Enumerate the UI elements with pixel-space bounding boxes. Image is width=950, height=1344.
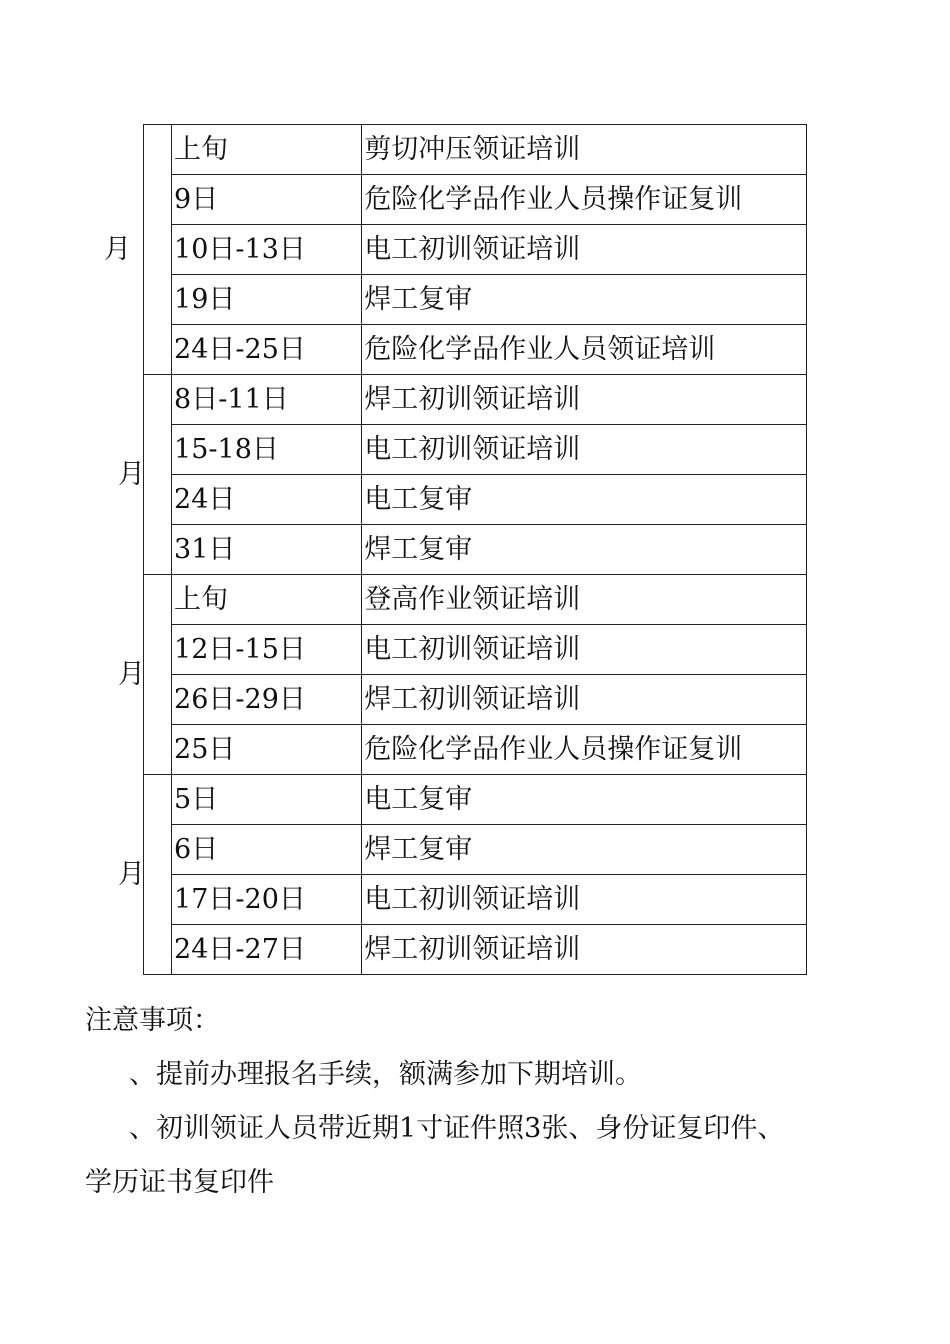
table-row xyxy=(144,425,807,475)
date-cell: 上旬 xyxy=(172,575,362,625)
table-row xyxy=(144,375,807,425)
date-cell: 25日 xyxy=(172,725,362,775)
month-label: 月 xyxy=(104,234,131,265)
notes-section xyxy=(85,994,865,1210)
course-cell: 焊工初训领证培训 xyxy=(362,675,807,725)
date-cell: 15-18日 xyxy=(172,425,362,475)
course-cell: 焊工复审 xyxy=(362,525,807,575)
month-column-cell xyxy=(118,575,172,775)
table-row xyxy=(144,675,807,725)
table-row xyxy=(144,275,807,325)
note-item-2-line-1: 、初训领证人员带近期1寸证件照3张、身份证复印件、 xyxy=(129,1113,785,1144)
month-label: 月 xyxy=(118,459,145,490)
date-cell: 9日 xyxy=(172,175,362,225)
table-row xyxy=(144,825,807,875)
table-row xyxy=(144,225,807,275)
note-item-2-line-2: 学历证书复印件 xyxy=(85,1167,274,1198)
month-column-cell xyxy=(104,125,172,375)
course-cell: 电工初训领证培训 xyxy=(362,625,807,675)
table-row xyxy=(144,775,807,825)
month-label: 月 xyxy=(118,859,145,890)
date-cell: 12日-15日 xyxy=(172,625,362,675)
notes-title: 注意事项： xyxy=(85,1005,220,1036)
month-column-cell xyxy=(118,775,172,975)
table-row xyxy=(144,575,807,625)
course-cell: 电工初训领证培训 xyxy=(362,225,807,275)
table-row xyxy=(144,875,807,925)
course-cell: 危险化学品作业人员操作证复训 xyxy=(362,175,807,225)
course-cell: 危险化学品作业人员操作证复训 xyxy=(362,725,807,775)
date-cell: 31日 xyxy=(172,525,362,575)
date-cell: 5日 xyxy=(172,775,362,825)
table-row xyxy=(144,625,807,675)
table-row xyxy=(144,125,807,175)
date-cell: 17日-20日 xyxy=(172,875,362,925)
month-column-cell xyxy=(118,375,172,575)
date-cell: 8日-11日 xyxy=(172,375,362,425)
table-row xyxy=(144,925,807,975)
course-cell: 焊工初训领证培训 xyxy=(362,925,807,975)
training-schedule-table xyxy=(104,124,807,975)
course-cell: 危险化学品作业人员领证培训 xyxy=(362,325,807,375)
course-cell: 剪切冲压领证培训 xyxy=(362,125,807,175)
course-cell: 电工初训领证培训 xyxy=(362,425,807,475)
course-cell: 电工复审 xyxy=(362,775,807,825)
date-cell: 上旬 xyxy=(172,125,362,175)
note-item-1: 、提前办理报名手续，额满参加下期培训。 xyxy=(129,1059,642,1090)
date-cell: 24日 xyxy=(172,475,362,525)
date-cell: 24日-27日 xyxy=(172,925,362,975)
table-row xyxy=(144,325,807,375)
table-row xyxy=(144,525,807,575)
course-cell: 焊工初训领证培训 xyxy=(362,375,807,425)
table-row xyxy=(144,475,807,525)
month-label: 月 xyxy=(118,659,145,690)
course-cell: 登高作业领证培训 xyxy=(362,575,807,625)
course-cell: 电工复审 xyxy=(362,475,807,525)
table-row xyxy=(144,175,807,225)
course-cell: 电工初训领证培训 xyxy=(362,875,807,925)
date-cell: 10日-13日 xyxy=(172,225,362,275)
date-cell: 26日-29日 xyxy=(172,675,362,725)
course-cell: 焊工复审 xyxy=(362,825,807,875)
date-cell: 6日 xyxy=(172,825,362,875)
table-row xyxy=(144,725,807,775)
date-cell: 19日 xyxy=(172,275,362,325)
course-cell: 焊工复审 xyxy=(362,275,807,325)
date-cell: 24日-25日 xyxy=(172,325,362,375)
